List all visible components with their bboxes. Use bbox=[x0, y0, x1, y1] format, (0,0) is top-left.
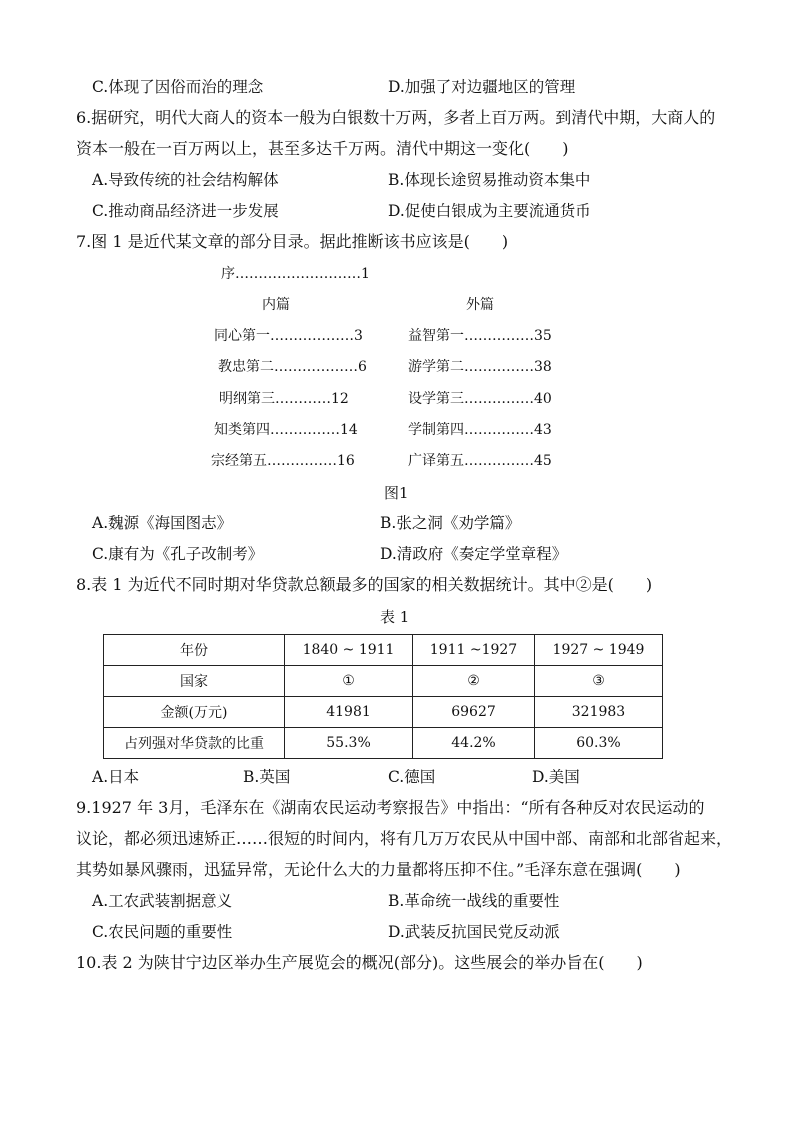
toc-outer-item: 设学第三……………40 bbox=[408, 391, 552, 407]
question-6-option-a[interactable]: A.导致传统的社会结构解体 bbox=[92, 171, 279, 189]
table-cell: 55.3% bbox=[285, 728, 413, 759]
table-cell: 60.3% bbox=[534, 728, 662, 759]
question-9-stem-line-1: 9.1927 年 3月，毛泽东在《湖南农民运动考察报告》中指出：“所有各种反对农民运动的 bbox=[76, 798, 705, 817]
figure-caption: 图1 bbox=[384, 484, 409, 502]
table-row bbox=[104, 697, 663, 728]
table-cell: 国家 bbox=[104, 666, 285, 697]
question-9-option-c[interactable]: C.农民问题的重要性 bbox=[92, 923, 233, 941]
toc-preface: 序………………………1 bbox=[221, 266, 370, 282]
table-cell: 69627 bbox=[413, 697, 535, 728]
table-row bbox=[104, 635, 663, 666]
table-cell: 占列强对华贷款的比重 bbox=[104, 728, 285, 759]
option-d[interactable]: D.加强了对边疆地区的管理 bbox=[388, 78, 576, 96]
question-8-option-d[interactable]: D.美国 bbox=[532, 768, 580, 786]
table-cell: 1927 ~ 1949 bbox=[534, 635, 662, 666]
question-8-option-a[interactable]: A.日本 bbox=[92, 768, 140, 786]
question-8-stem: 8.表 1 为近代不同时期对华贷款总额最多的国家的相关数据统计。其中②是( ) bbox=[76, 575, 653, 594]
question-9-option-b[interactable]: B.革命统一战线的重要性 bbox=[388, 892, 560, 910]
question-7-option-d[interactable]: D.清政府《奏定学堂章程》 bbox=[380, 545, 568, 563]
toc-outer-item: 益智第一……………35 bbox=[408, 328, 552, 344]
table-cell: 1911 ~1927 bbox=[413, 635, 535, 666]
toc-inner-heading: 内篇 bbox=[262, 297, 290, 313]
question-6-stem-line-2: 资本一般在一百万两以上，甚至多达千万两。清代中期这一变化( ) bbox=[76, 139, 569, 158]
question-9-stem-line-2: 议论，都必须迅速矫正……很短的时间内，将有几万万农民从中国中部、南部和北部省起来， bbox=[76, 829, 733, 848]
question-8-option-c[interactable]: C.德国 bbox=[388, 768, 436, 786]
question-6-option-c[interactable]: C.推动商品经济进一步发展 bbox=[92, 202, 279, 220]
question-9-option-a[interactable]: A.工农武装割据意义 bbox=[92, 892, 233, 910]
toc-inner-item: 同心第一………………3 bbox=[214, 328, 363, 344]
table-cell: 44.2% bbox=[413, 728, 535, 759]
toc-outer-item: 游学第二……………38 bbox=[408, 359, 552, 375]
question-7-option-a[interactable]: A.魏源《海国图志》 bbox=[92, 514, 233, 532]
question-9-option-d[interactable]: D.武装反抗国民党反动派 bbox=[388, 923, 560, 941]
toc-inner-item: 知类第四……………14 bbox=[214, 422, 358, 438]
table-cell: 年份 bbox=[104, 635, 285, 666]
question-8-option-b[interactable]: B.英国 bbox=[243, 768, 291, 786]
question-6-stem-line-1: 6.据研究，明代大商人的资本一般为白银数十万两，多者上百万两。到清代中期，大商人的 bbox=[76, 108, 716, 127]
toc-inner-item: 宗经第五……………16 bbox=[211, 453, 355, 469]
table-cell: 321983 bbox=[534, 697, 662, 728]
toc-outer-heading: 外篇 bbox=[466, 297, 494, 313]
question-7-option-c[interactable]: C.康有为《孔子改制考》 bbox=[92, 545, 264, 563]
loan-data-table bbox=[103, 634, 663, 759]
table-cell: 金额(万元) bbox=[104, 697, 285, 728]
toc-inner-item: 教忠第二………………6 bbox=[218, 359, 367, 375]
question-6-option-d[interactable]: D.促使白银成为主要流通货币 bbox=[388, 202, 591, 220]
toc-outer-item: 广译第五……………45 bbox=[408, 453, 552, 469]
table-row bbox=[104, 666, 663, 697]
table-cell: 1840 ~ 1911 bbox=[285, 635, 413, 666]
toc-outer-item: 学制第四……………43 bbox=[408, 422, 552, 438]
table-cell: 41981 bbox=[285, 697, 413, 728]
option-c[interactable]: C.体现了因俗而治的理念 bbox=[92, 78, 264, 96]
question-6-option-b[interactable]: B.体现长途贸易推动资本集中 bbox=[388, 171, 591, 189]
table-cell: ① bbox=[285, 666, 413, 697]
question-7-option-b[interactable]: B.张之洞《劝学篇》 bbox=[380, 514, 521, 532]
table-caption: 表 1 bbox=[380, 608, 410, 626]
toc-inner-item: 明纲第三…………12 bbox=[219, 391, 349, 407]
table-cell: ② bbox=[413, 666, 535, 697]
question-10-stem: 10.表 2 为陕甘宁边区举办生产展览会的概况(部分)。这些展会的举办旨在( ) bbox=[76, 953, 643, 972]
table-cell: ③ bbox=[534, 666, 662, 697]
question-9-stem-line-3: 其势如暴风骤雨，迅猛异常，无论什么大的力量都将压抑不住。”毛泽东意在强调( ) bbox=[76, 860, 681, 879]
question-7-stem: 7.图 1 是近代某文章的部分目录。据此推断该书应该是( ) bbox=[76, 232, 509, 251]
table-row bbox=[104, 728, 663, 759]
